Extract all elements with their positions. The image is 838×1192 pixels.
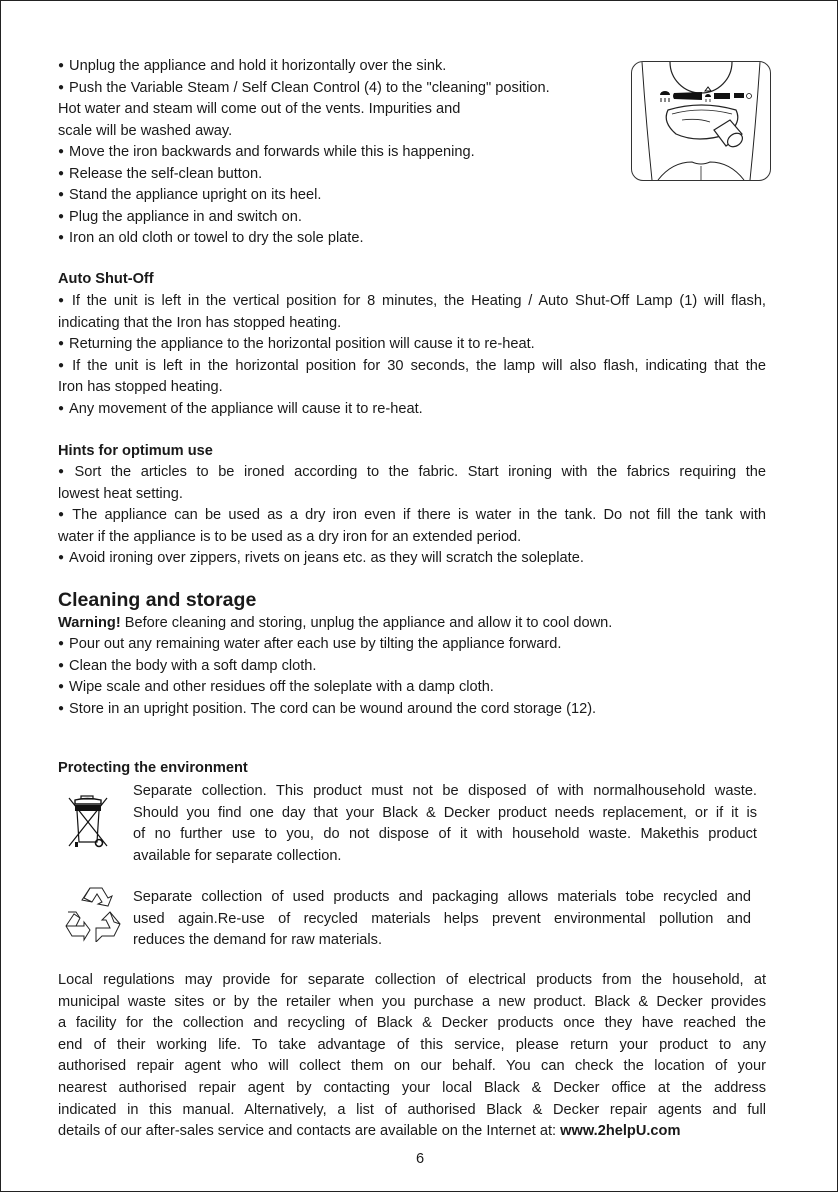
hints-line: lowest heat setting. [58, 485, 183, 502]
recycling-icon [62, 884, 126, 947]
iron-control-illustration [632, 62, 770, 180]
self-clean-step: ● Move the iron backwards and forwards while this is happening. [58, 142, 475, 165]
local-line: end of their working life. To take advantage of this service, please return your product to any [58, 1036, 766, 1053]
recycle-line: Separate collection of used products and packaging allows materials tobe recycled and [133, 889, 751, 905]
auto-shut-off-line: Iron has stopped heating. [58, 379, 223, 396]
self-clean-step: ● Release the self-clean button. [58, 164, 262, 187]
local-line: nearest authorised repair agent by contacting your local Black & Decker office at the address [58, 1079, 766, 1096]
cleaning-warning [58, 613, 612, 635]
local-last-text: details of our after-sales service and contacts are available on the Internet at: [58, 1123, 561, 1140]
warning-text: Before cleaning and storing, unplug the appliance and allow it to cool down. [120, 615, 613, 631]
weee-line: available for separate collection. [133, 847, 342, 864]
weee-line: Should you find one day that your Black & Decker product needs replacement, or if it is [133, 804, 757, 821]
cleaning-bullet: ● Wipe scale and other residues off the soleplate with a damp cloth. [58, 677, 494, 700]
weee-line: Separate collection. This product must not be disposed of with normalhousehold waste. [133, 783, 757, 799]
environment-heading: Protecting the environment [58, 760, 248, 776]
cleaning-bullet: ● Clean the body with a soft damp cloth. [58, 656, 316, 679]
weee-line: of no further use to you, do not dispose of it with household waste. Makethis product [133, 826, 757, 842]
steam-icon [660, 91, 670, 102]
recycle-line: reduces the demand for raw materials. [133, 932, 383, 948]
warning-label: Warning! [58, 615, 121, 631]
hints-line: ● The appliance can be used as a dry iron even if there is water in the tank. Do not fill the tank with [58, 505, 766, 527]
auto-shut-off-heading: Auto Shut-Off [58, 271, 154, 287]
local-line-last [58, 1121, 766, 1143]
local-line: a facility for the collection and recycling of Black & Decker products once they have reached the [58, 1015, 766, 1032]
hints-body [58, 462, 766, 570]
recycle-line: used again.Re-use of recycled materials helps prevent environmental pollution and [133, 910, 751, 927]
local-line: municipal waste sites or by the retailer when you purchase a new product. Black & Decker provides [58, 993, 766, 1010]
weee-text [133, 781, 757, 867]
hints-line: ● Avoid ironing over zippers, rivets on jeans etc. as they will scratch the soleplate. [58, 548, 766, 570]
self-clean-step: ● Stand the appliance upright on its heel. [58, 185, 321, 208]
crossed-out-wheelie-bin-icon [67, 794, 111, 855]
hints-line: ● Sort the articles to be ironed according to the fabric. Start ironing with the fabrics requiring the [58, 462, 766, 484]
cleaning-bullet: ● Pour out any remaining water after each use by tilting the appliance forward. [58, 634, 561, 657]
local-line: authorised repair agent who will collect them on our behalf. You can check the location of your [58, 1058, 766, 1075]
auto-shut-off-line: ● If the unit is left in the horizontal position for 30 seconds, the lamp will also flash, indicating that the [58, 356, 766, 378]
auto-shut-off-line: ● If the unit is left in the vertical position for 8 minutes, the Heating / Auto Shut-Off Lamp (1) will flash, [58, 291, 766, 313]
cleaning-bullet: ● Store in an upright position. The cord can be wound around the cord storage (12). [58, 699, 596, 722]
self-clean-step-continuation: scale will be washed away. [58, 123, 233, 139]
local-line: Local regulations may provide for separate collection of electrical products from the household, at [58, 972, 766, 988]
auto-shut-off-line: indicating that the Iron has stopped heating. [58, 314, 342, 331]
recycle-text [133, 887, 751, 952]
local-line: indicated in this manual. Alternatively, a list of authorised Black & Decker repair agents and full [58, 1101, 766, 1118]
auto-shut-off-body [58, 291, 766, 421]
self-clean-step: ● Plug the appliance in and switch on. [58, 207, 302, 230]
page-number: 6 [415, 1151, 425, 1167]
cleaning-heading: Cleaning and storage [58, 589, 257, 611]
support-website-link[interactable]: www.2helpU.com [560, 1123, 681, 1140]
self-clean-control-figure [631, 61, 771, 181]
self-clean-step: ● Iron an old cloth or towel to dry the sole plate. [58, 228, 364, 251]
hints-heading: Hints for optimum use [58, 443, 213, 459]
self-clean-step-continuation: Hot water and steam will come out of the vents. Impurities and [58, 101, 461, 117]
self-clean-icon [705, 87, 711, 102]
local-regulations-text [58, 970, 766, 1143]
hints-line: water if the appliance is to be used as a dry iron for an extended period. [58, 528, 522, 545]
auto-shut-off-line: ● Any movement of the appliance will cause it to re-heat. [58, 399, 766, 421]
auto-shut-off-line: ● Returning the appliance to the horizontal position will cause it to re-heat. [58, 334, 766, 356]
self-clean-step: ● Push the Variable Steam / Self Clean Control (4) to the "cleaning" position. [58, 78, 550, 101]
self-clean-step: ● Unplug the appliance and hold it horizontally over the sink. [58, 56, 446, 79]
